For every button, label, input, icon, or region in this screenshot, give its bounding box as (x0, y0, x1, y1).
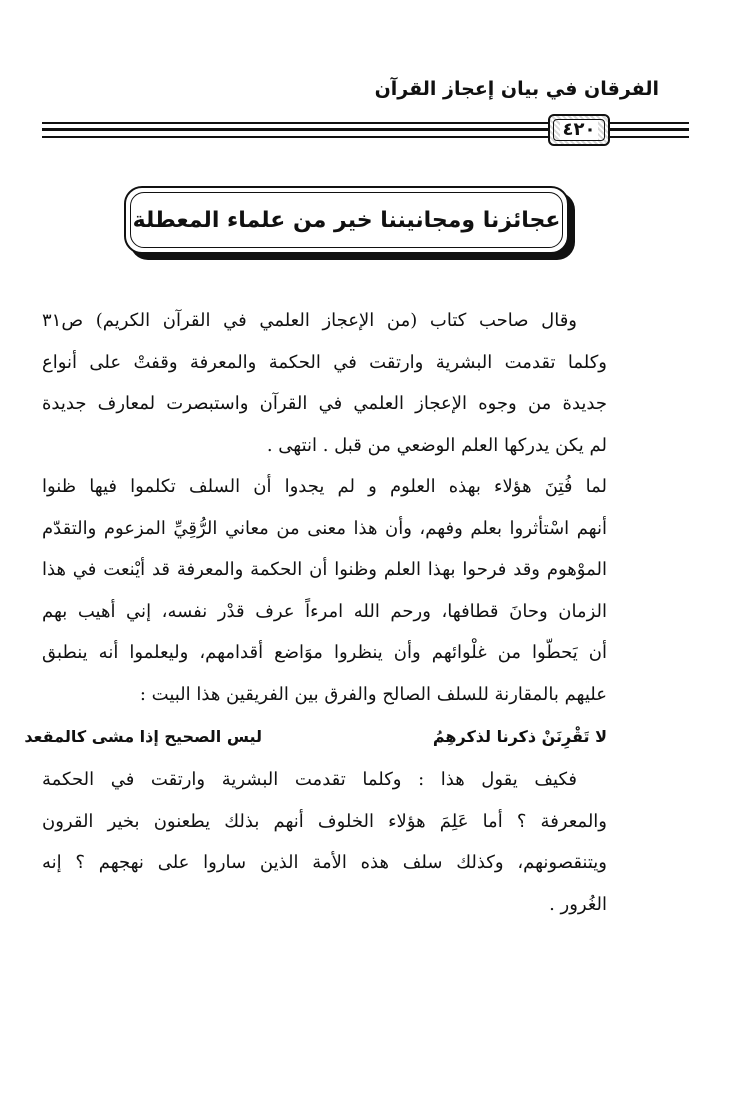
poem-first-hemistich: لا تَقْرِنَنْ ذكرنا لذكرهِمُ (432, 727, 607, 746)
paragraph-2-line-4: الزمان وحانَ قطافها، ورحم الله امرءاً عرف قدْر نفسه، إني أهيب بهم (42, 600, 607, 622)
paragraph-1-line-1: وقال صاحب كتاب (من الإعجاز العلمي في القرآن الكريم) ص٣١ (42, 310, 577, 331)
section-title-box (124, 186, 569, 254)
paragraph-3-line-1: فكيف يقول هذا : وكلما تقدمت البشرية وارتقت في الحكمة (42, 769, 577, 790)
page-number: ٤٢٠ (560, 120, 599, 140)
paragraph-2-line-6: عليهم بالمقارنة للسلف الصالح والفرق بين الفريقين هذا البيت : (139, 683, 607, 705)
page-number-box (548, 114, 610, 146)
paragraph-1-line-3: جديدة من وجوه الإعجاز العلمي في القرآن واستبصرت لمعارف جديدة (42, 393, 607, 414)
poem-second-hemistich: ليس الصحيح إذا مشى كالمقعد (24, 727, 262, 746)
paragraph-2-line-1: لما فُتِنَ هؤلاء بهذه العلوم و لم يجدوا أن السلف تكلموا فيها ظنوا (42, 476, 607, 497)
page-header-title: الفرقان في بيان إعجاز القرآن (374, 78, 659, 100)
paragraph-2-line-5: أن يَحطّوا من غلْوائهم وأن ينظروا موَاضع أقدامهم، وليعلموا أنه ينطبق (42, 642, 607, 663)
paragraph-2-line-2: أنهم اسْتأثروا بعلم وفهم، وأن هذا معنى من معاني الرُّقِيِّ المزعوم والتقدّم (42, 517, 607, 539)
poem-verse (24, 715, 607, 759)
paragraph-1-line-2: وكلما تقدمت البشرية وارتقت في الحكمة والمعرفة وقفتْ على أنواع (42, 351, 607, 373)
paragraph-3-line-3: ويتنقصونهم، وكذلك سلف هذه الأمة الذين ساروا على نهجهم ؟ إنه (42, 852, 607, 873)
section-title: عجائزنا ومجانيننا خير من علماء المعطلة (132, 207, 561, 233)
body-text (24, 300, 607, 925)
paragraph-3-line-4: الغُرور . (549, 893, 607, 915)
paragraph-2-line-3: الموْهوم وقد فرحوا بهذا العلم وظنوا أن الحكمة والمعرفة قد أيْنعت في هذا (42, 559, 607, 580)
paragraph-3-line-2: والمعرفة ؟ أما عَلِمَ هؤلاء الخلوف أنهم بذلك يطعنون بخير القرون (42, 810, 607, 832)
paragraph-1-line-4: لم يكن يدركها العلم الوضعي من قبل . انتهى . (266, 434, 607, 456)
